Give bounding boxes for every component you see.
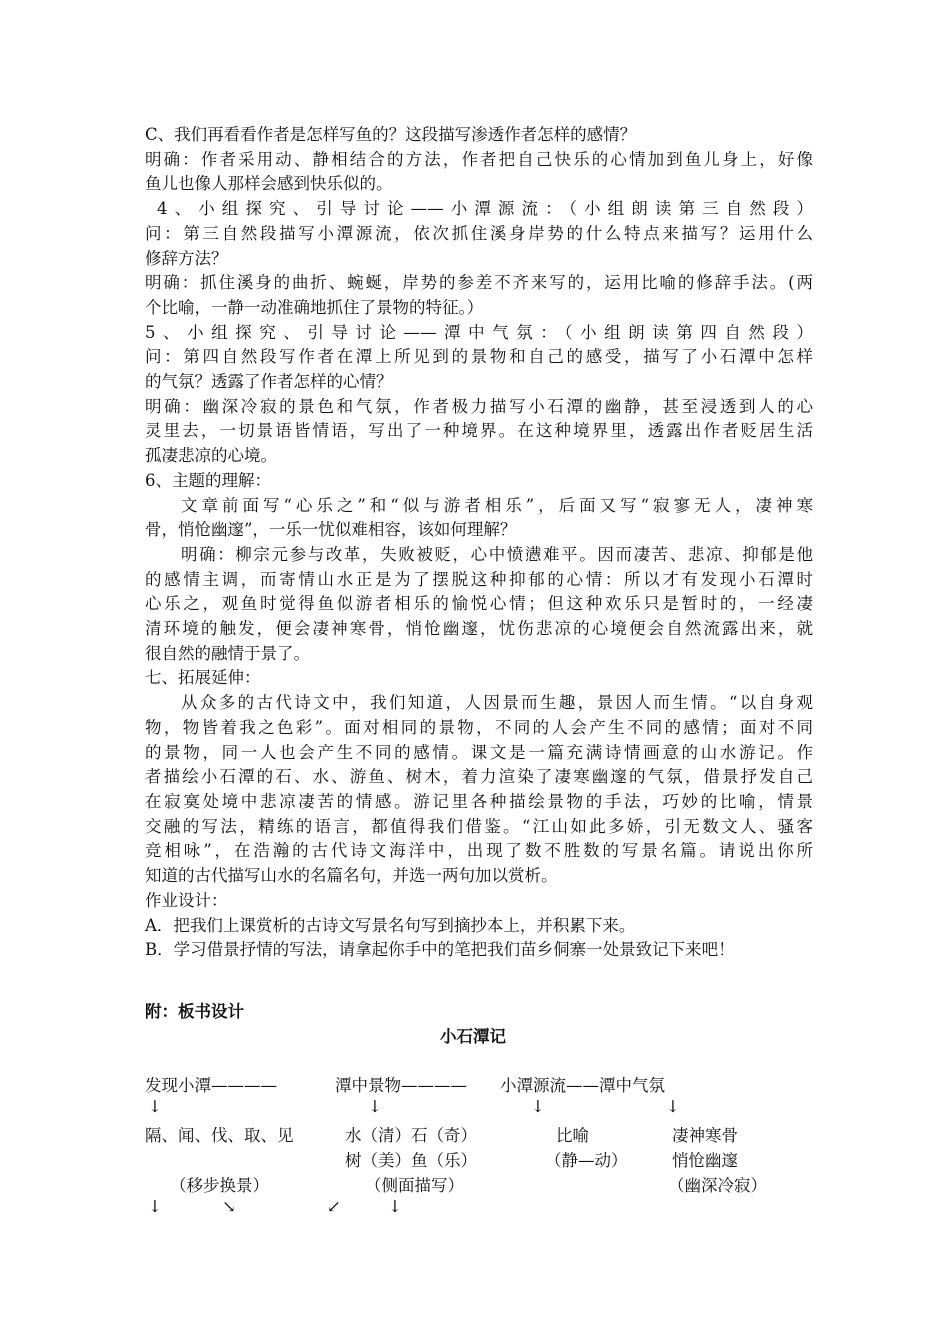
paragraph-line: 6、主题的理解： (145, 470, 271, 490)
paragraph-line: 竞相咏”，在浩瀚的古代诗文海洋中，出现了数不胜数的写景名篇。请说出你所 (145, 841, 813, 861)
paragraph-line: B．学习借景抒情的写法，请拿起你手中的笔把我们苗乡侗寨一处景致记下来吧！ (145, 940, 735, 960)
paragraph-line: 从众多的古代诗文中，我们知道，人因景而生趣，景因人而生情。“以自身观 (181, 693, 813, 713)
paragraph-line: 清环境的触发，便会凄神寒骨，悄怆幽邃，忧伤悲凉的心境便会自然流露出来，就 (145, 619, 813, 639)
paragraph-line: 个比喻，一静一动准确地抓住了景物的特征。） (145, 297, 484, 317)
paragraph-line: C、我们再看看作者是怎样写鱼的？这段描写渗透作者怎样的感情？ (145, 125, 637, 144)
appendix-heading: 附：板书设计 (145, 1002, 244, 1021)
board-header-discover: 发现小潭———— (145, 1076, 277, 1095)
arrow-down-icon: ↓ (148, 1197, 162, 1216)
paragraph-line: 的气氛？透露了作者怎样的心情？ (145, 372, 393, 392)
paragraph-line: 知道的古代描写山水的名篇名句，并选一两句加以赏析。 (145, 866, 558, 886)
paragraph-line: 物，物皆着我之色彩”。面对相同的景物，不同的人会产生不同的感情；面对不同 (145, 717, 813, 737)
board-col2-line2: 树（美）鱼（乐） (345, 1151, 477, 1170)
paragraph-line: 作业设计： (145, 890, 228, 910)
paragraph-line: 心乐之，观鱼时觉得鱼似游者相乐的愉悦心情；但这种欢乐只是暂时的，一经凄 (145, 594, 813, 614)
board-col3-line1: 比喻 (556, 1126, 589, 1145)
paragraph-line: 者描绘小石潭的石、水、游鱼、树木，着力渲染了凄寒幽邃的气氛，借景抒发自己 (145, 767, 813, 787)
board-col2-line1: 水（清）石（奇） (345, 1126, 477, 1145)
board-col1-note: （移步换景） (170, 1176, 269, 1195)
arrow-down-icon: ↓ (666, 1097, 680, 1116)
paragraph-line: 文章前面写“心乐之”和“似与游者相乐”，后面又写“寂寥无人，凄神寒 (181, 495, 813, 515)
arrow-down-icon: ↓ (388, 1197, 402, 1216)
arrow-down-icon: ↓ (531, 1097, 545, 1116)
arrow-down-left-icon: ↙ (327, 1197, 341, 1216)
paragraph-line: 5、小组探究、引导讨论——潭中气氛：（小组朗读第四自然段） (145, 322, 813, 342)
paragraph-line: 七、拓展延伸： (145, 668, 261, 688)
arrow-down-right-icon: ↘ (222, 1197, 236, 1216)
arrow-down-icon: ↓ (368, 1097, 382, 1116)
paragraph-line: 的感情主调，而寄情山水正是为了摆脱这种抑郁的心情：所以才有发现小石潭时 (145, 569, 813, 589)
board-header-scenery: 潭中景物———— (335, 1076, 467, 1095)
board-col3-line2: （静—动） (545, 1151, 628, 1170)
paragraph-line: 明确：作者采用动、静相结合的方法，作者把自己快乐的心情加到鱼儿身上，好像 (145, 149, 813, 169)
paragraph-line: 骨，悄怆幽邃”，一乐一忧似难相容，该如何理解？ (145, 520, 517, 540)
board-col4-note: （幽深冷寂） (668, 1176, 767, 1195)
paragraph-line: 问：第三自然段描写小潭源流，依次抓住溪身岸势的什么特点来描写？运用什么 (145, 223, 813, 243)
paragraph-line: 很自然的融情于景了。 (145, 643, 310, 663)
paragraph-line: 明确：抓住溪身的曲折、蜿蜒，岸势的参差不齐来写的，运用比喻的修辞手法。(两 (145, 273, 813, 293)
paragraph-line: 交融的写法，精练的语言，都值得我们借鉴。“江山如此多娇，引无数文人、骚客 (145, 816, 813, 836)
paragraph-line: 问：第四自然段写作者在潭上所见到的景物和自己的感受，描写了小石潭中怎样 (145, 347, 813, 367)
paragraph-line: 鱼儿也像人那样会感到快乐似的。 (145, 174, 393, 194)
paragraph-line: 修辞方法？ (145, 248, 228, 268)
paragraph-line: 明确：幽深冷寂的景色和气氛，作者极力描写小石潭的幽静，甚至浸透到人的心 (145, 396, 813, 416)
paragraph-line: 的景物，同一人也会产生不同的感情。课文是一篇充满诗情画意的山水游记。作 (145, 742, 813, 762)
paragraph-line: 在寂寞处境中悲凉凄苦的情感。游记里各种描绘景物的手法，巧妙的比喻，情景 (145, 791, 813, 811)
paragraph-line: A．把我们上课赏析的古诗文写景名句写到摘抄本上，并积累下来。 (145, 915, 636, 935)
paragraph-line: 4、小组探究、引导讨论——小潭源流：（小组朗读第三自然段） (157, 199, 813, 219)
board-col2-note: （侧面描写） (365, 1176, 464, 1195)
paragraph-line: 灵里去，一切景语皆情语，写出了一种境界。在这种境界里，透露出作者贬居生活 (145, 421, 813, 441)
paragraph-line: 孤凄悲凉的心境。 (145, 446, 277, 466)
board-header-source-atmosphere: 小潭源流——潭中气氛 (500, 1076, 665, 1095)
board-col4-line2: 悄怆幽邃 (672, 1151, 738, 1170)
board-title: 小石潭记 (440, 1027, 506, 1046)
board-col4-line1: 凄神寒骨 (672, 1126, 738, 1145)
board-col1-line1: 隔、闻、伐、取、见 (145, 1126, 294, 1145)
arrow-down-icon: ↓ (148, 1097, 162, 1116)
paragraph-line: 明确：柳宗元参与改革，失败被贬，心中愤懑难平。因而凄苦、悲凉、抑郁是他 (181, 544, 813, 564)
